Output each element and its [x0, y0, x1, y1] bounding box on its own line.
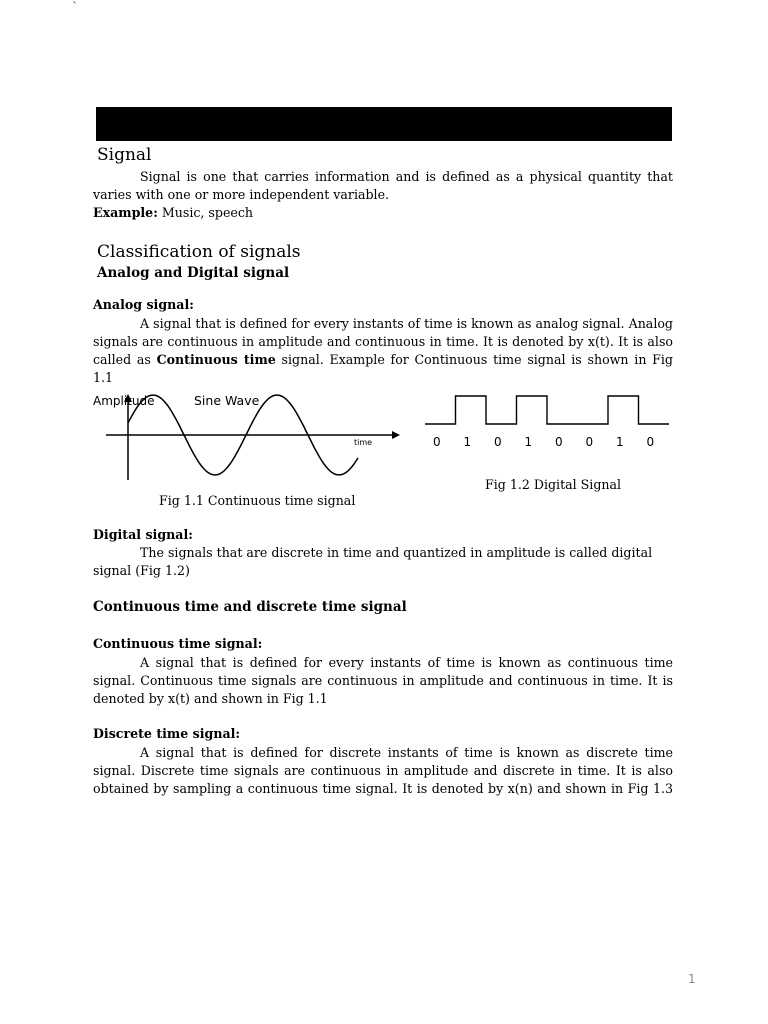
sine-wave-title: Sine Wave — [194, 393, 260, 408]
bit-labels — [433, 435, 654, 449]
bit-label: 1 — [616, 435, 624, 449]
fig-1-1-caption: Fig 1.1 Continuous time signal — [159, 493, 356, 508]
signal-definition-block — [93, 168, 673, 222]
signal-heading: Signal — [97, 145, 152, 165]
continuous-time-text: A signal that is defined for every instants of time is known as continuous time signal. Continuous time signals are continuous in amplitude and continuous in time. It is denoted by x(t) and shown in Fig 1.1 — [93, 655, 673, 706]
signal-example — [93, 204, 673, 222]
analog-signal-text — [93, 315, 673, 387]
continuous-time-heading: Continuous time signal: — [93, 636, 263, 651]
digital-signal-heading: Digital signal: — [93, 527, 193, 542]
analog-text-part2: signal. Example for Continuous time signal is shown in Fig 1.1 — [93, 352, 673, 385]
analog-digital-subheading: Analog and Digital signal — [97, 265, 290, 281]
time-axis-arrow — [392, 431, 400, 439]
digital-signal-text: The signals that are discrete in time and quantized in amplitude is called digital signal (Fig 1.2) — [93, 545, 653, 578]
bit-label: 0 — [433, 435, 441, 449]
continuous-time-text-block — [93, 654, 673, 708]
corner-mark: ` — [72, 0, 78, 14]
title-bar — [96, 107, 672, 141]
bit-label: 0 — [585, 435, 594, 449]
analog-signal-heading: Analog signal: — [93, 297, 194, 312]
signal-definition: Signal is one that carries information and is defined as a physical quantity that varies with one or more independent variable. — [93, 169, 673, 202]
amplitude-label: Amplitude — [93, 394, 155, 408]
fig-1-2-caption: Fig 1.2 Digital Signal — [485, 477, 622, 492]
bit-label: 1 — [524, 435, 533, 449]
time-label: time — [354, 438, 373, 447]
digital-signal-text-block — [93, 544, 673, 580]
continuous-time-term: Continuous time — [156, 352, 276, 367]
discrete-time-text-block — [93, 744, 673, 798]
analog-text-part1: A signal that is defined for every instants of time is known as analog signal. Analog signals are continuous in amplitude and continuous in time. It is denoted by x(t). It is also called as — [93, 316, 673, 367]
digital-signal-figure — [420, 388, 675, 454]
bit-label: 0 — [555, 435, 563, 449]
bit-label: 0 — [646, 435, 655, 449]
digital-waveform — [425, 396, 669, 424]
example-text: Music, speech — [157, 205, 254, 220]
bit-label: 1 — [463, 435, 472, 449]
example-label: Example: — [93, 205, 158, 220]
page-number: 1 — [688, 972, 696, 986]
discrete-time-heading: Discrete time signal: — [93, 726, 241, 741]
analog-signal-text-block — [93, 315, 673, 387]
ct-dt-heading: Continuous time and discrete time signal — [93, 599, 407, 615]
sine-wave-figure — [88, 384, 408, 484]
discrete-time-text: A signal that is defined for discrete instants of time is known as discrete time signal. Discrete time signals are continuous in amplitude and discrete in time. It is also obtained by sampling a continuous time signal. It is denoted by x(n) and shown in Fig 1.3 — [93, 745, 673, 796]
bit-label: 0 — [494, 435, 502, 449]
classification-heading: Classification of signals — [97, 242, 301, 262]
